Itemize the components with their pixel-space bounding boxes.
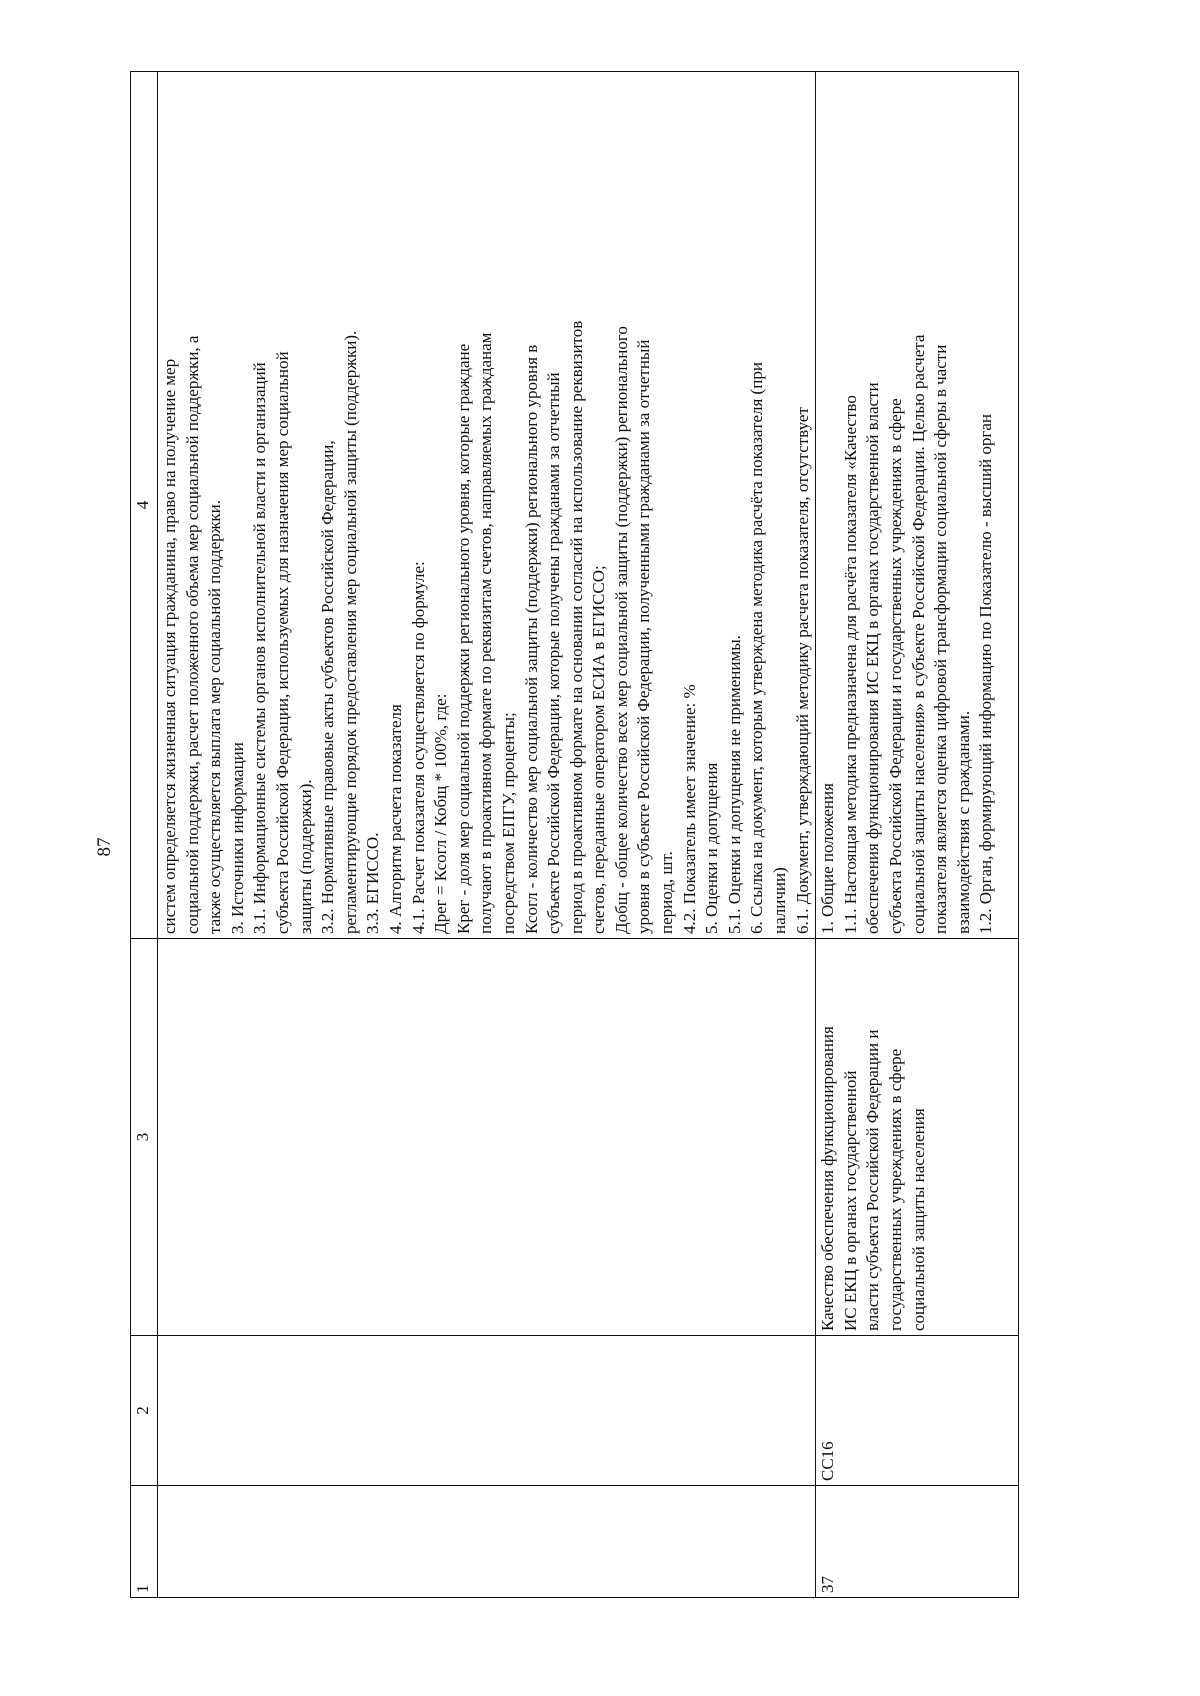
header-col-4: 4 bbox=[131, 72, 158, 939]
methodology-text: систем определяется жизненная ситуация гражданина, право на получение мер социальной поддержки, расчет положенного объема мер социальной поддержки, а также осуществляется выплата мер социальной поддержки. 3. Источники информации 3.1. Информационные системы органов исполнительной власти и организаций субъекта Российской Федерации, используемых для назначения мер социальной защиты (поддержки). 3.2. Нормативные правовые акты субъектов Российской Федерации, регламентирующие порядок предоставления мер социальной защиты (поддержки). 3.3. ЕГИССО. 4. Алгоритм расчета показателя 4.1. Расчет показателя осуществляется по формуле: Дрег = Ксогл / Кобщ * 100%, где: Крег - доля мер социальной поддержки регионального уровня, которые граждане получают в проактивном формате по реквизитам счетов, направляемых гражданам посредством ЕПГУ, проценты; Ксогл - количество мер социальной защиты (поддержки) регионального уровня в субъекте Российской Федерации, которые получены гражданами за отчетный период в проактивном формате на основании согласий на использование реквизитов счетов, переданные оператором ЕСИА в ЕГИССО; Добщ - общее количество всех мер социальной защиты (поддержки) регионального уровня в субъекте Российской Федерации, полученными гражданами за отчетный период, шт. 4.2. Показатель имеет значение: % 5. Оценки и допущения 5.1. Оценки и допущения не применимы. 6. Ссылка на документ, которым утверждена методика расчёта показателя (при наличии) 6.1. Документ, утверждающий методику расчета показателя, отсутствует bbox=[160, 320, 812, 934]
header-col-1: 1 bbox=[131, 1486, 158, 1598]
cell-code bbox=[158, 1336, 816, 1486]
page-number: 87 bbox=[94, 837, 115, 857]
cell-indicator-name bbox=[816, 939, 1019, 1336]
header-row bbox=[131, 72, 158, 1598]
rotated-table-container bbox=[130, 72, 1102, 1598]
cell-number: 37 bbox=[816, 1486, 1019, 1598]
indicator-table bbox=[130, 71, 1019, 1598]
cell-code: СС16 bbox=[816, 1336, 1019, 1486]
cell-methodology bbox=[158, 72, 816, 939]
table-row-37 bbox=[816, 72, 1019, 1598]
indicator-name-text: Качество обеспечения функционирования ИС ЕКЦ в органах государственной власти субъекта Российской Федерации и государственных учреждениях в сфере социальной защиты населения bbox=[818, 1026, 928, 1331]
cell-number bbox=[158, 1486, 816, 1598]
cell-indicator-name bbox=[158, 939, 816, 1336]
cell-methodology bbox=[816, 72, 1019, 939]
methodology-text: 1. Общие положения 1.1. Настоящая методика предназначена для расчёта показателя «Качество обеспечения функционирования ИС ЕКЦ в органах государственной власти субъекта Российской Федерации и государственных учреждениях в сфере социальной защиты населения» в субъекте Российской Федерации. Целью расчета показателя является оценка цифровой трансформации социальной сферы в части взаимодействия с гражданами. 1.2. Орган, формирующий информацию по Показателю - высший орган bbox=[818, 334, 996, 934]
header-col-3: 3 bbox=[131, 939, 158, 1336]
table-row-continuation bbox=[158, 72, 816, 1598]
header-col-2: 2 bbox=[131, 1336, 158, 1486]
